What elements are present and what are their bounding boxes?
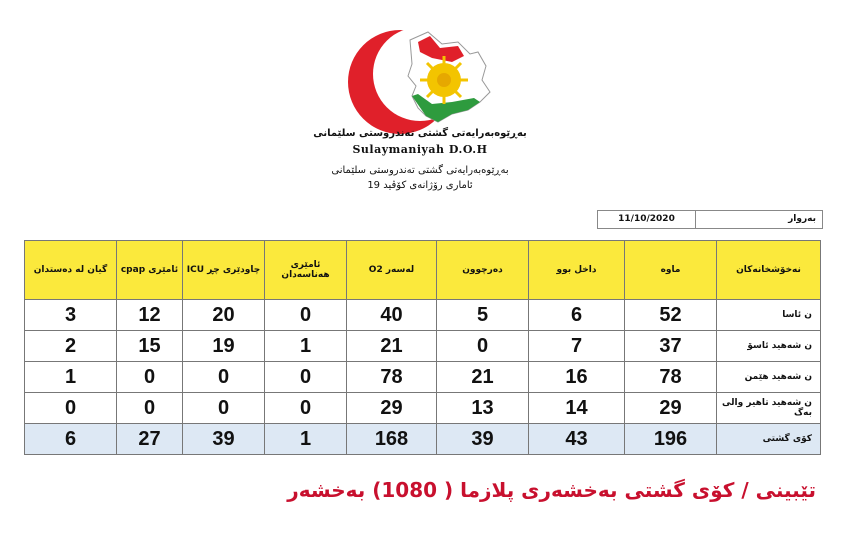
cell-total-label: کۆی گشتی xyxy=(717,424,821,455)
cell-remaining: 37 xyxy=(625,331,717,362)
header-deaths: گیان لە دەستدان xyxy=(25,241,117,300)
cell-icu: 39 xyxy=(183,424,265,455)
org-name-english: Sulaymaniyah D.O.H xyxy=(352,143,488,156)
cell-remaining: 196 xyxy=(625,424,717,455)
cell-icu: 0 xyxy=(183,362,265,393)
table-row xyxy=(25,300,821,331)
header-remaining: ماوە xyxy=(625,241,717,300)
header-hospitals: نەخۆشخانەکان xyxy=(717,241,821,300)
cell-discharged: 21 xyxy=(437,362,529,393)
cell-deaths: 0 xyxy=(25,393,117,424)
cell-icu: 20 xyxy=(183,300,265,331)
cell-ventilator: 0 xyxy=(265,362,347,393)
cell-cpap: 0 xyxy=(117,362,183,393)
cell-deaths: 3 xyxy=(25,300,117,331)
cell-cpap: 0 xyxy=(117,393,183,424)
date-value: 11/10/2020 xyxy=(598,211,696,228)
header-discharged: دەرچوون xyxy=(437,241,529,300)
date-row xyxy=(597,210,823,229)
cell-oxygen: 78 xyxy=(347,362,437,393)
header-icu: چاودێری چڕ ICU xyxy=(183,241,265,300)
cell-discharged: 39 xyxy=(437,424,529,455)
plasma-donor-note: تێبینی / کۆی گشتی بەخشەری پلازما ( 1080) بەخشەر xyxy=(287,478,816,502)
cell-hospital-name: ن ئاسا xyxy=(717,300,821,331)
cell-hospital-name: ن شەهید هێمن xyxy=(717,362,821,393)
cell-ventilator: 0 xyxy=(265,393,347,424)
table-row xyxy=(25,362,821,393)
cell-oxygen: 21 xyxy=(347,331,437,362)
org-name-kurdish: بەڕێوەبەرایەتی گشتی تەندروستی سلێمانی xyxy=(313,128,527,139)
cell-hospital-name: ن شەهید تاهیر والی بەگ xyxy=(717,393,821,424)
cell-admitted: 43 xyxy=(529,424,625,455)
cell-admitted: 6 xyxy=(529,300,625,331)
header-ventilator: ئامێری هەناسەدان xyxy=(265,241,347,300)
table-row xyxy=(25,331,821,362)
cell-ventilator: 1 xyxy=(265,331,347,362)
cell-cpap: 12 xyxy=(117,300,183,331)
cell-deaths: 1 xyxy=(25,362,117,393)
cell-oxygen: 40 xyxy=(347,300,437,331)
cell-deaths: 6 xyxy=(25,424,117,455)
report-title: ئاماری رۆژانەی کۆڤید 19 xyxy=(367,180,473,191)
header-oxygen: لەسەر O2 xyxy=(347,241,437,300)
cell-ventilator: 1 xyxy=(265,424,347,455)
cell-icu: 19 xyxy=(183,331,265,362)
cell-hospital-name: ن شەهید ئاسۆ xyxy=(717,331,821,362)
cell-admitted: 16 xyxy=(529,362,625,393)
cell-discharged: 0 xyxy=(437,331,529,362)
cell-remaining: 29 xyxy=(625,393,717,424)
cell-deaths: 2 xyxy=(25,331,117,362)
table-header-row xyxy=(25,241,821,300)
sun-icon xyxy=(420,56,468,104)
header-cpap: ئامێری cpap xyxy=(117,241,183,300)
cell-admitted: 14 xyxy=(529,393,625,424)
cell-admitted: 7 xyxy=(529,331,625,362)
cell-remaining: 78 xyxy=(625,362,717,393)
header-admitted: داخل بوو xyxy=(529,241,625,300)
date-label: بەروار xyxy=(696,211,822,228)
cell-oxygen: 29 xyxy=(347,393,437,424)
cell-discharged: 13 xyxy=(437,393,529,424)
cell-cpap: 15 xyxy=(117,331,183,362)
cell-icu: 0 xyxy=(183,393,265,424)
table-row xyxy=(25,393,821,424)
cell-discharged: 5 xyxy=(437,300,529,331)
cell-oxygen: 168 xyxy=(347,424,437,455)
cell-cpap: 27 xyxy=(117,424,183,455)
cell-ventilator: 0 xyxy=(265,300,347,331)
table-total-row xyxy=(25,424,821,455)
cell-remaining: 52 xyxy=(625,300,717,331)
subtitle: بەڕێوەبەرایەتی گشتی تەندروستی سلێمانی xyxy=(331,165,509,176)
covid-stats-table xyxy=(24,240,821,455)
